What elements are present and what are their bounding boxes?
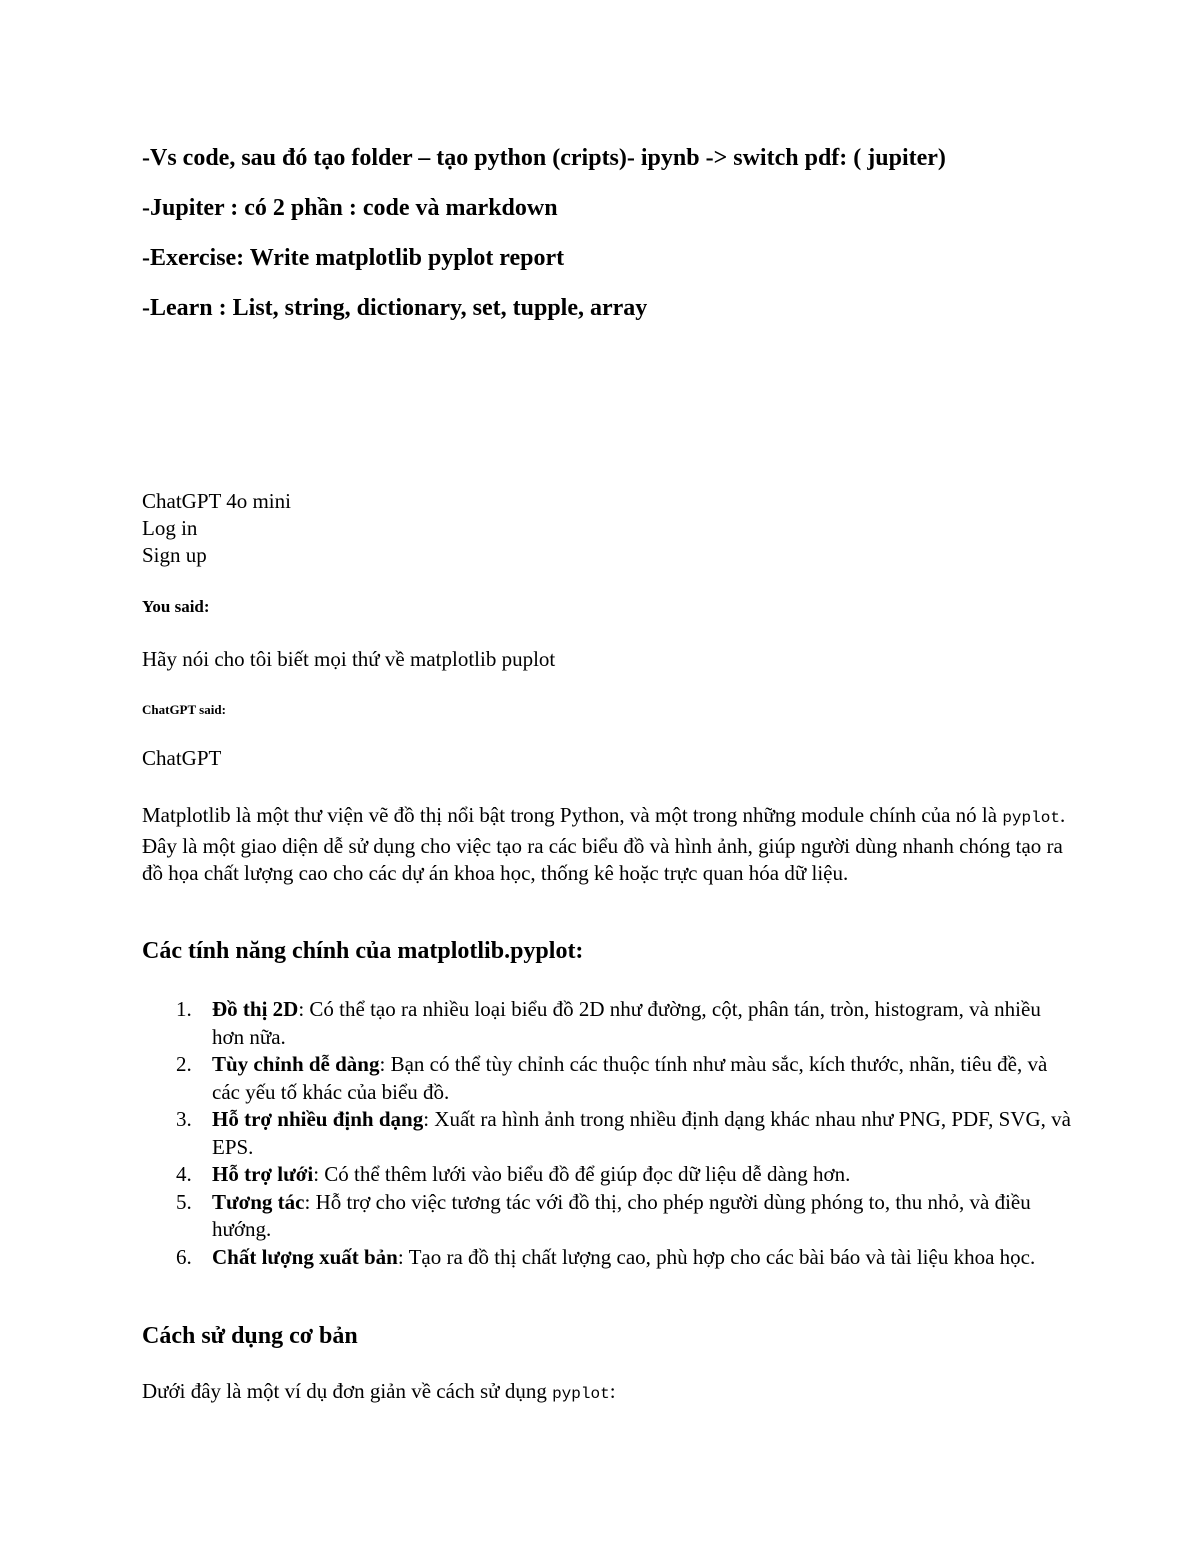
feature-title: Tương tác [212,1189,305,1214]
feature-text: : Có thể tạo ra nhiều loại biểu đồ 2D như đường, cột, phân tán, tròn, histogram, và nhiều hơn nữa. [212,997,1041,1049]
feature-number: 5. [176,1189,192,1214]
notes-list [142,140,946,340]
feature-text: : Tạo ra đồ thị chất lượng cao, phù hợp cho các bài báo và tài liệu khoa học. [397,1244,1036,1269]
usage-code: pyplot [552,1385,610,1403]
intro-text-2: . Đây là một giao diện dễ sử dụng cho việc tạo ra các biểu đồ và hình ảnh, giúp người dùng nhanh chóng tạo ra đồ họa chất lượng cao cho các dự án khoa học, thống kê hoặc trực quan hóa dữ liệu. [142,803,1066,885]
feature-text: : Hỗ trợ cho việc tương tác với đồ thị, cho phép người dùng phóng to, thu nhỏ, và điều hướng. [212,1189,1031,1241]
feature-number: 3. [176,1107,192,1131]
feature-number: 2. [176,1052,192,1076]
feature-title: Hỗ trợ lưới [212,1162,314,1186]
features-heading: Các tính năng chính của matplotlib.pyplot: [142,938,584,964]
chatgpt-name: ChatGPT [142,746,222,770]
model-name: ChatGPT 4o mini [142,489,291,513]
feature-text: : Xuất ra hình ảnh trong nhiều định dạng khác nhau như PNG, PDF, SVG, và EPS. [212,1107,1071,1159]
intro-paragraph [142,802,1072,888]
user-message: Hãy nói cho tôi biết mọi thứ về matplotlib puplot [142,647,556,671]
usage-heading: Cách sử dụng cơ bản [142,1323,358,1349]
usage-end: : [609,1379,616,1403]
usage-paragraph [142,1379,616,1404]
feature-title: Đồ thị 2D [212,997,299,1021]
feature-title: Tùy chỉnh dễ dàng [212,1052,380,1076]
note-line: -Learn : List, string, dictionary, set, tupple, array [142,295,648,321]
feature-item [142,996,1072,1051]
feature-item [142,1189,1072,1244]
intro-code: pyplot [1002,809,1060,827]
signup-link[interactable]: Sign up [142,543,207,567]
feature-text: : Bạn có thể tùy chỉnh các thuộc tính như màu sắc, kích thước, nhãn, tiêu đề, và các yếu tố khác của biểu đồ. [212,1052,1048,1104]
chatgpt-said-label: ChatGPT said: [142,702,226,717]
intro-text-1: Matplotlib là một thư viện vẽ đồ thị nổi bật trong Python, và một trong những module chính của nó là [142,803,1003,827]
login-link[interactable]: Log in [142,516,198,540]
feature-item [142,1244,1072,1272]
feature-number: 4. [176,1162,192,1186]
note-line: -Vs code, sau đó tạo folder – tạo python (cripts)- ipynb -> switch pdf: ( jupiter) [142,145,946,171]
you-said-label: You said: [142,597,210,616]
features-list [142,996,1072,1271]
usage-text: Dưới đây là một ví dụ đơn giản về cách sử dụng [142,1379,553,1403]
feature-title: Hỗ trợ nhiều định dạng [212,1107,424,1131]
feature-item [142,1106,1072,1161]
chat-header [142,488,291,569]
feature-number: 6. [176,1244,192,1269]
note-line: -Exercise: Write matplotlib pyplot report [142,245,565,271]
feature-item [142,1161,1072,1189]
feature-item [142,1051,1072,1106]
feature-text: : Có thể thêm lưới vào biểu đồ để giúp đọc dữ liệu dễ dàng hơn. [313,1162,851,1186]
note-line: -Jupiter : có 2 phần : code và markdown [142,195,558,221]
feature-title: Chất lượng xuất bản [212,1244,398,1269]
feature-number: 1. [176,997,192,1021]
